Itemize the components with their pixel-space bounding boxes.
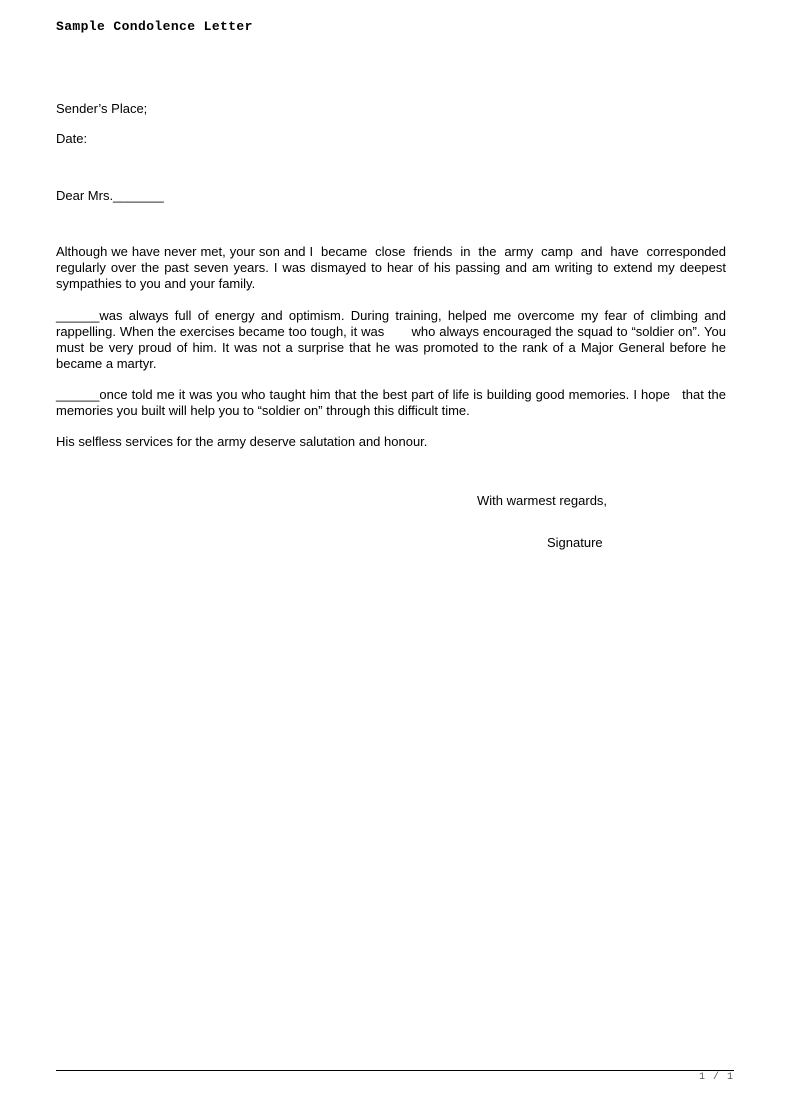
letter-paragraph-1: Although we have never met, your son and I became close friends in the army camp and have corresponded regularly over the past seven years. I was dismayed to hear of his passing and am writing to extend my deepest sympathies to you and your family. <box>56 244 730 291</box>
closing: With warmest regards, <box>477 493 608 508</box>
footer-rule <box>56 1070 734 1071</box>
letter-final-line: His selfless services for the army deserve salutation and honour. <box>56 434 428 449</box>
signature: Signature <box>547 535 603 550</box>
salutation: Dear Mrs._______ <box>56 188 164 203</box>
page-title: Sample Condolence Letter <box>56 19 253 34</box>
page-number: 1 / 1 <box>698 1072 734 1083</box>
senders-place: Sender’s Place; <box>56 101 148 116</box>
letter-paragraph-2: ______was always full of energy and optimism. During training, helped me overcome my fear of climbing and rappelling. When the exercises became too tough, it was who always encouraged the squad to “soldier on”. You must be very proud of him. It was not a surprise that he was promoted to the rank of a Major General before he became a martyr. <box>56 308 730 371</box>
letter-paragraph-3: ______once told me it was you who taught him that the best part of life is building good memories. I hope that the memories you built will help you to “soldier on” through this difficult time. <box>56 387 730 418</box>
date-label: Date: <box>56 131 88 146</box>
